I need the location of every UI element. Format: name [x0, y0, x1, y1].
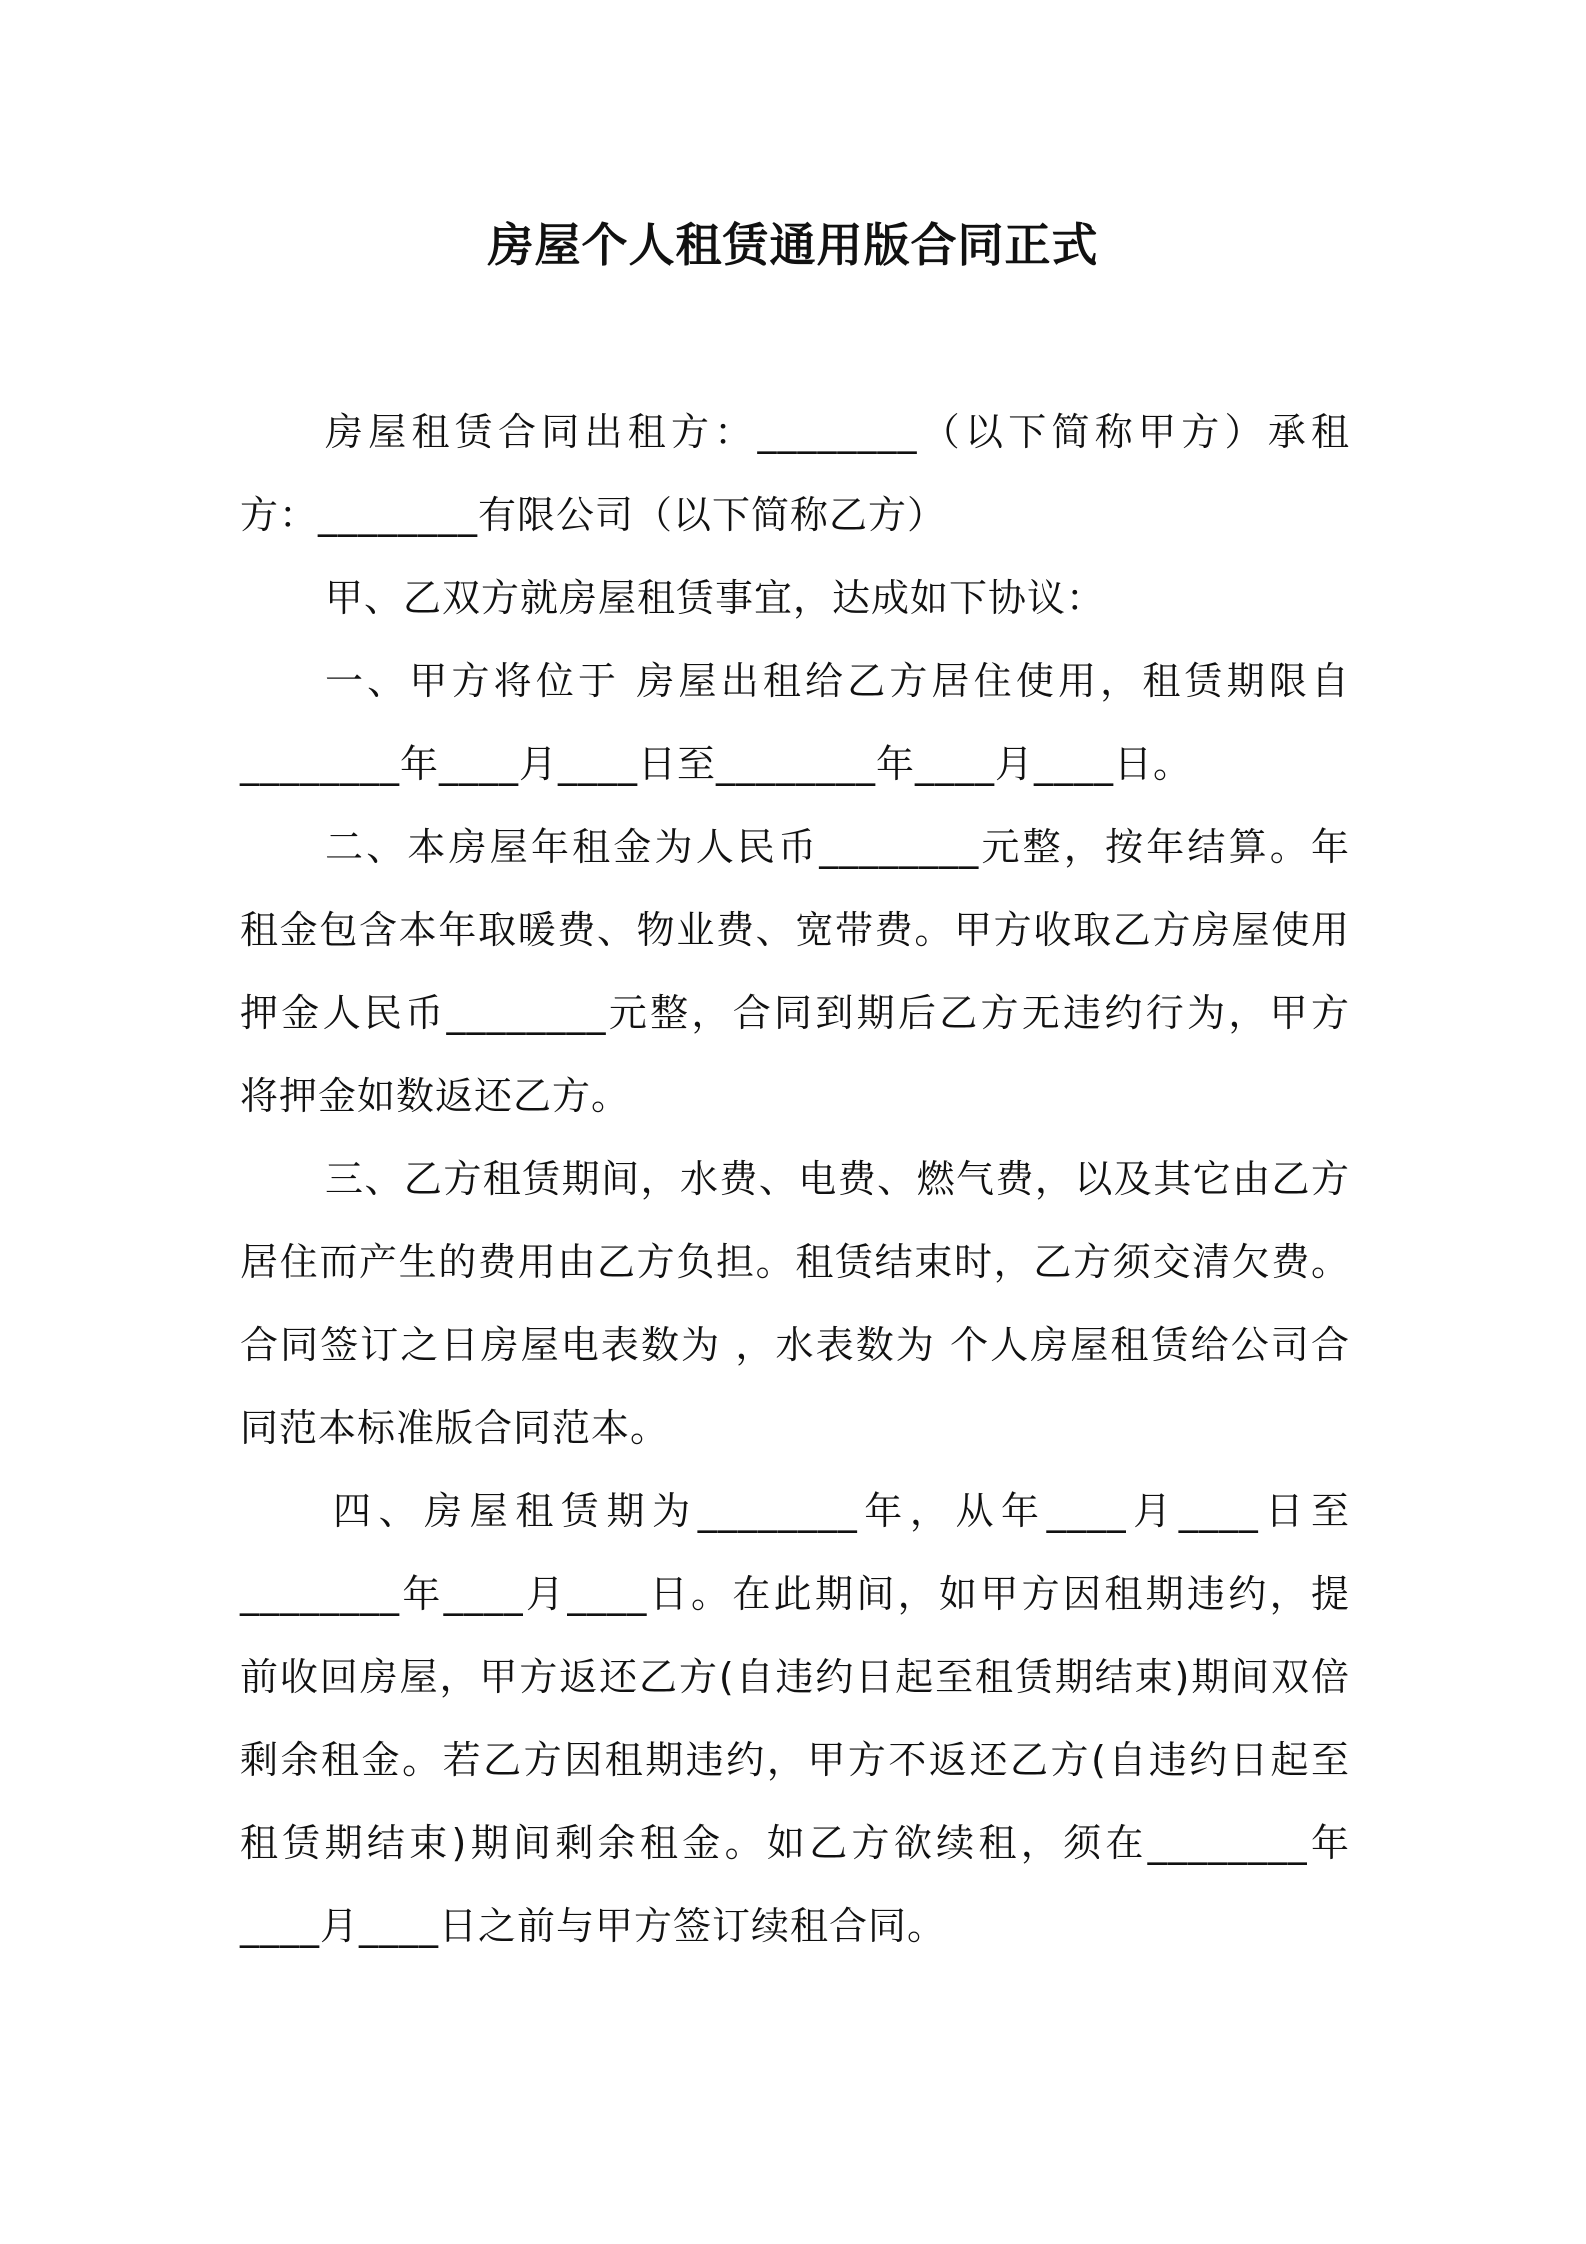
document-title: 房屋个人租赁通用版合同正式	[487, 218, 1099, 272]
text-line: 前收回房屋，甲方返还乙方(自违约日起至租赁期结束)期间双倍	[240, 1655, 1350, 1699]
text-line: ________年____月____日至________年____月____日。	[240, 742, 1193, 786]
text-line: ________年____月____日。在此期间，如甲方因租期违约，提	[240, 1572, 1350, 1616]
text-line: 租赁期结束)期间剩余租金。如乙方欲续租，须在________年	[240, 1821, 1350, 1865]
text-line: 一、甲方将位于 房屋出租给乙方居住使用，租赁期限自	[325, 659, 1350, 703]
text-line: 同范本标准版合同范本。	[240, 1406, 670, 1450]
text-line: 四、房屋租赁期为________年，从年____月____日至	[333, 1489, 1350, 1533]
text-line: 居住而产生的费用由乙方负担。租赁结束时，乙方须交清欠费。	[240, 1240, 1350, 1284]
text-line: 租金包含本年取暖费、物业费、宽带费。甲方收取乙方房屋使用	[240, 908, 1350, 952]
text-line: 二、本房屋年租金为人民币________元整，按年结算。年	[325, 825, 1350, 869]
text-line: 将押金如数返还乙方。	[240, 1074, 631, 1118]
text-line: 甲、乙双方就房屋租赁事宜，达成如下协议：	[325, 576, 1106, 620]
text-line: 押金人民币________元整，合同到期后乙方无违约行为，甲方	[240, 991, 1350, 1035]
text-line: 方：________有限公司（以下简称乙方）	[240, 493, 947, 537]
text-line: 剩余租金。若乙方因租期违约，甲方不返还乙方(自违约日起至	[240, 1738, 1350, 1782]
text-line: ____月____日之前与甲方签订续租合同。	[240, 1904, 947, 1948]
text-line: 合同签订之日房屋电表数为 ，水表数为 个人房屋租赁给公司合	[240, 1323, 1350, 1367]
text-line: 房屋租赁合同出租方：________（以下简称甲方）承租	[325, 410, 1350, 454]
text-line: 三、乙方租赁期间，水费、电费、燃气费，以及其它由乙方	[325, 1157, 1350, 1201]
